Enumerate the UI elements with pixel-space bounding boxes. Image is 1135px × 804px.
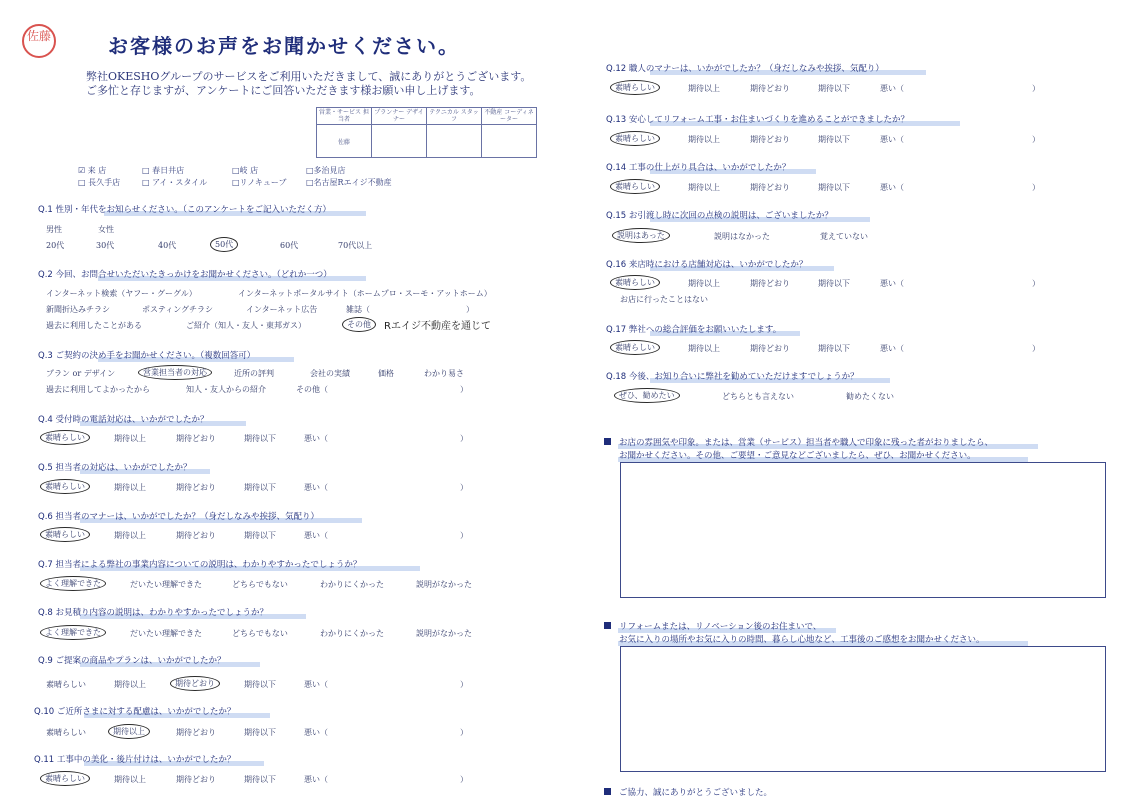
- q11-option-excellent-selected[interactable]: 素晴らしい: [40, 771, 90, 786]
- q13-bad-close: ）: [1032, 135, 1040, 144]
- q1-age-30s[interactable]: 30代: [96, 241, 115, 250]
- q9-bad-close: ）: [460, 680, 468, 689]
- staff-header-technical: テクニカル スタッフ: [427, 108, 482, 125]
- q18-option-recommend-selected[interactable]: ぜひ、勧めたい: [614, 388, 680, 403]
- q7-option-none[interactable]: 説明がなかった: [416, 580, 472, 589]
- q16-option-bad[interactable]: 悪い（: [880, 279, 904, 288]
- q16-option-above[interactable]: 期待以上: [688, 279, 720, 288]
- q2-option-search[interactable]: インターネット検索（ヤフー・グーグル）: [46, 289, 197, 298]
- q14-option-bad[interactable]: 悪い（: [880, 183, 904, 192]
- q5-option-below[interactable]: 期待以下: [244, 483, 276, 492]
- q10-option-below[interactable]: 期待以下: [244, 728, 276, 737]
- q14-option-above[interactable]: 期待以上: [688, 183, 720, 192]
- staff-table: [316, 107, 537, 158]
- q10-option-bad[interactable]: 悪い（: [304, 728, 328, 737]
- q3-option-clarity[interactable]: わかり易さ: [424, 369, 464, 378]
- q9-option-as-expected-selected[interactable]: 期待どおり: [170, 676, 220, 691]
- q15-option-dont-remember[interactable]: 覚えていない: [820, 232, 868, 241]
- q13-option-below[interactable]: 期待以下: [818, 135, 850, 144]
- q2-label: Q.2 今回、お問合せいただいたきっかけをお聞かせください。（どれか一つ）: [38, 270, 332, 280]
- staff-signature[interactable]: 佐藤: [317, 125, 372, 158]
- q2-option-magazine[interactable]: 雑誌（: [346, 305, 370, 314]
- footer-thanks: ご協力、誠にありがとうございました。: [604, 786, 772, 798]
- q2-option-web-ad[interactable]: インターネット広告: [246, 305, 318, 314]
- q16-option-excellent-selected[interactable]: 素晴らしい: [610, 275, 660, 290]
- square-bullet-icon: [604, 438, 611, 445]
- q15-option-not-explained[interactable]: 説明はなかった: [714, 232, 770, 241]
- q2-option-portal[interactable]: インターネットポータルサイト（ホームプロ・スーモ・アットホーム）: [238, 289, 492, 298]
- q11-label: Q.11 工事中の美化・後片付けは、いかがでしたか？: [34, 755, 236, 765]
- q4-option-as-expected[interactable]: 期待どおり: [176, 434, 216, 443]
- q9-option-bad[interactable]: 悪い（: [304, 680, 328, 689]
- q12-option-bad[interactable]: 悪い（: [880, 84, 904, 93]
- q1-age-60s[interactable]: 60代: [280, 241, 299, 250]
- q14-option-excellent-selected[interactable]: 素晴らしい: [610, 179, 660, 194]
- q8-option-understood-selected[interactable]: よく理解できた: [40, 625, 106, 640]
- q7-option-understood-selected[interactable]: よく理解できた: [40, 576, 106, 591]
- q9-option-excellent[interactable]: 素晴らしい: [46, 680, 86, 689]
- q1-age-40s[interactable]: 40代: [158, 241, 177, 250]
- store-checkbox-visit[interactable]: ☑ 来 店: [78, 166, 107, 175]
- store-checkbox-tajimi[interactable]: □多治見店: [306, 166, 346, 175]
- q9-label: Q.9 ご提案の商品やプランは、いかがでしたか？: [38, 656, 226, 666]
- q6-option-excellent-selected[interactable]: 素晴らしい: [40, 527, 90, 542]
- staff-header-sales: 営業・サービス 担当者: [317, 108, 372, 125]
- q10-bad-close: ）: [460, 728, 468, 737]
- q9-option-above[interactable]: 期待以上: [114, 680, 146, 689]
- q6-option-bad[interactable]: 悪い（: [304, 531, 328, 540]
- intro-line-2: ご多忙と存じますが、アンケートにご回答いただきます様お願い申し上げます。: [86, 84, 481, 97]
- staff-header-planner: プランナー デザイナー: [372, 108, 427, 125]
- q5-bad-close: ）: [460, 483, 468, 492]
- q6-option-as-expected[interactable]: 期待どおり: [176, 531, 216, 540]
- q14-label: Q.14 工事の仕上がり具合は、いかがでしたか？: [606, 163, 791, 173]
- q1-age-70s[interactable]: 70代以上: [338, 241, 373, 250]
- comment1-prompt: お店の雰囲気や印象。または、営業（サービス）担当者や職人で印象に残った者がおりましたら、: [604, 436, 993, 448]
- comment2-prompt-line2: お気に入りの場所やお気に入りの時間、暮らし心地など、工事後のご感想をお聞かせください。: [619, 635, 985, 645]
- store-checkbox-renocube[interactable]: □リノキューブ: [232, 178, 287, 187]
- q10-option-excellent[interactable]: 素晴らしい: [46, 728, 86, 737]
- comment2-textbox[interactable]: [620, 646, 1106, 772]
- q5-option-above[interactable]: 期待以上: [114, 483, 146, 492]
- q8-option-neutral[interactable]: どちらでもない: [232, 629, 288, 638]
- q12-option-as-expected[interactable]: 期待どおり: [750, 84, 790, 93]
- staff-cell-realestate[interactable]: [482, 125, 537, 158]
- q3-option-staff-selected[interactable]: 営業担当者の対応: [138, 365, 212, 380]
- q3-option-reputation[interactable]: 近所の評判: [234, 369, 274, 378]
- q10-option-above-selected[interactable]: 期待以上: [108, 724, 150, 739]
- q12-label: Q.12 職人のマナーは、いかがでしたか？（身だしなみや挨拶、気配り）: [606, 64, 884, 74]
- q11-option-bad[interactable]: 悪い（: [304, 775, 328, 784]
- store-checkbox-gifu[interactable]: □岐 店: [232, 166, 259, 175]
- q5-option-excellent-selected[interactable]: 素晴らしい: [40, 479, 90, 494]
- q3-option-referral[interactable]: 知人・友人からの紹介: [186, 385, 266, 394]
- q17-option-below[interactable]: 期待以下: [818, 344, 850, 353]
- store-checkbox-rage[interactable]: □名古屋Rエイジ不動産: [306, 178, 392, 187]
- q16-option-as-expected[interactable]: 期待どおり: [750, 279, 790, 288]
- q12-option-excellent-selected[interactable]: 素晴らしい: [610, 80, 660, 95]
- q2-handwritten-answer: Rエイジ不動産を通じて: [384, 321, 491, 332]
- staff-cell-planner[interactable]: [372, 125, 427, 158]
- comment1-textbox[interactable]: [620, 462, 1106, 598]
- q17-option-excellent-selected[interactable]: 素晴らしい: [610, 340, 660, 355]
- staff-header-realestate: 不動産 コーディネーター: [482, 108, 537, 125]
- intro-line-1: 弊社OKESHOグループのサービスをご利用いただきまして、誠にありがとうございます。: [86, 70, 532, 83]
- store-checkbox-kasugai[interactable]: □ 春日井店: [142, 166, 185, 175]
- q11-option-above[interactable]: 期待以上: [114, 775, 146, 784]
- q18-label: Q.18 今後、お知り合いに弊社を勧めていただけますでしょうか？: [606, 372, 859, 382]
- q18-option-not-recommend[interactable]: 勧めたくない: [846, 392, 894, 401]
- q3-other-close: ）: [460, 385, 468, 394]
- store-checkbox-istyle[interactable]: □ アイ・スタイル: [142, 178, 208, 187]
- q4-option-excellent-selected[interactable]: 素晴らしい: [40, 430, 90, 445]
- q12-option-above[interactable]: 期待以上: [688, 84, 720, 93]
- q1-gender-female[interactable]: 女性: [98, 225, 114, 234]
- q4-option-below[interactable]: 期待以下: [244, 434, 276, 443]
- q17-option-as-expected[interactable]: 期待どおり: [750, 344, 790, 353]
- square-bullet-icon: [604, 788, 611, 795]
- comment1-prompt-line2: お聞かせください。その他、ご要望・ご意見などございましたら、ぜひ、お聞かせください。: [619, 451, 976, 461]
- q7-option-neutral[interactable]: どちらでもない: [232, 580, 288, 589]
- staff-cell-technical[interactable]: [427, 125, 482, 158]
- q4-option-above[interactable]: 期待以上: [114, 434, 146, 443]
- q1-label: Q.1 性別・年代をお知らせください。（このアンケートをご記入いただく方）: [38, 205, 331, 215]
- page-title: お客様のお声をお聞かせください。: [108, 34, 460, 58]
- q4-bad-close: ）: [460, 434, 468, 443]
- q3-label: Q.3 ご契約の決め手をお聞かせください。（複数回答可）: [38, 351, 256, 361]
- q17-option-bad[interactable]: 悪い（: [880, 344, 904, 353]
- q15-option-explained-selected[interactable]: 説明はあった: [612, 228, 670, 243]
- q5-option-as-expected[interactable]: 期待どおり: [176, 483, 216, 492]
- q8-option-unclear[interactable]: わかりにくかった: [320, 629, 384, 638]
- q3-option-past[interactable]: 過去に利用してよかったから: [46, 385, 150, 394]
- q8-option-none[interactable]: 説明がなかった: [416, 629, 472, 638]
- seal-stamp: 佐藤: [22, 24, 56, 58]
- q14-bad-close: ）: [1032, 183, 1040, 192]
- q10-option-as-expected[interactable]: 期待どおり: [176, 728, 216, 737]
- q6-option-below[interactable]: 期待以下: [244, 531, 276, 540]
- q4-label: Q.4 受付時の電話対応は、いかがでしたか？: [38, 415, 209, 425]
- q14-option-below[interactable]: 期待以下: [818, 183, 850, 192]
- q5-label: Q.5 担当者の対応は、いかがでしたか？: [38, 463, 192, 473]
- q7-option-unclear[interactable]: わかりにくかった: [320, 580, 384, 589]
- q6-bad-close: ）: [460, 531, 468, 540]
- q6-option-above[interactable]: 期待以上: [114, 531, 146, 540]
- q1-age-20s[interactable]: 20代: [46, 241, 65, 250]
- q4-option-bad[interactable]: 悪い（: [304, 434, 328, 443]
- q13-label: Q.13 安心してリフォーム工事・お住まいづくりを進めることができましたか？: [606, 115, 909, 125]
- q2-option-referral[interactable]: ご紹介（知人・友人・東邦ガス）: [186, 321, 306, 330]
- q6-label: Q.6 担当者のマナーは、いかがでしたか？（身だしなみや挨拶、気配り）: [38, 512, 320, 522]
- q13-option-excellent-selected[interactable]: 素晴らしい: [610, 131, 660, 146]
- q2-magazine-close: ）: [466, 305, 474, 314]
- q1-age-50s-selected[interactable]: 50代: [210, 237, 238, 252]
- q11-option-below[interactable]: 期待以下: [244, 775, 276, 784]
- q16-option-never-visited[interactable]: お店に行ったことはない: [620, 295, 708, 304]
- q18-option-neutral[interactable]: どちらとも言えない: [722, 392, 794, 401]
- q15-label: Q.15 お引渡し時に次回の点検の説明は、ございましたか？: [606, 211, 833, 221]
- q17-option-above[interactable]: 期待以上: [688, 344, 720, 353]
- q2-option-flyer[interactable]: 新聞折込みチラシ: [46, 305, 110, 314]
- q13-option-above[interactable]: 期待以上: [688, 135, 720, 144]
- q17-bad-close: ）: [1032, 344, 1040, 353]
- q10-label: Q.10 ご近所さまに対する配慮は、いかがでしたか？: [34, 707, 236, 717]
- q8-label: Q.8 お見積り内容の説明は、わかりやすかったでしょうか？: [38, 608, 269, 618]
- q5-option-bad[interactable]: 悪い（: [304, 483, 328, 492]
- q11-option-as-expected[interactable]: 期待どおり: [176, 775, 216, 784]
- q8-option-mostly[interactable]: だいたい理解できた: [130, 629, 202, 638]
- q2-option-past-use[interactable]: 過去に利用したことがある: [46, 321, 142, 330]
- q14-option-as-expected[interactable]: 期待どおり: [750, 183, 790, 192]
- comment2-prompt: リフォームまたは、リノベーション後のお住まいで、: [604, 620, 821, 632]
- q3-option-other[interactable]: その他（: [296, 385, 328, 394]
- q16-bad-close: ）: [1032, 279, 1040, 288]
- q3-option-price[interactable]: 価格: [378, 369, 394, 378]
- q3-option-results[interactable]: 会社の実績: [310, 369, 350, 378]
- store-checkbox-nagakute[interactable]: □ 長久手店: [78, 178, 121, 187]
- q13-option-as-expected[interactable]: 期待どおり: [750, 135, 790, 144]
- q7-label: Q.7 担当者による弊社の事業内容についての説明は、わかりやすかったでしょうか？: [38, 560, 362, 570]
- q11-bad-close: ）: [460, 775, 468, 784]
- q16-label: Q.16 来店時における店舗対応は、いかがでしたか？: [606, 260, 808, 270]
- q9-option-below[interactable]: 期待以下: [244, 680, 276, 689]
- q13-option-bad[interactable]: 悪い（: [880, 135, 904, 144]
- q3-option-plan[interactable]: プラン or デザイン: [46, 369, 116, 378]
- q2-option-other-selected[interactable]: その他: [342, 317, 376, 332]
- q12-bad-close: ）: [1032, 84, 1040, 93]
- q7-option-mostly[interactable]: だいたい理解できた: [130, 580, 202, 589]
- square-bullet-icon: [604, 622, 611, 629]
- q16-option-below[interactable]: 期待以下: [818, 279, 850, 288]
- q1-gender-male[interactable]: 男性: [46, 225, 62, 234]
- q12-option-below[interactable]: 期待以下: [818, 84, 850, 93]
- q17-label: Q.17 弊社への総合評価をお願いいたします。: [606, 325, 782, 335]
- q2-option-posting[interactable]: ポスティングチラシ: [142, 305, 214, 314]
